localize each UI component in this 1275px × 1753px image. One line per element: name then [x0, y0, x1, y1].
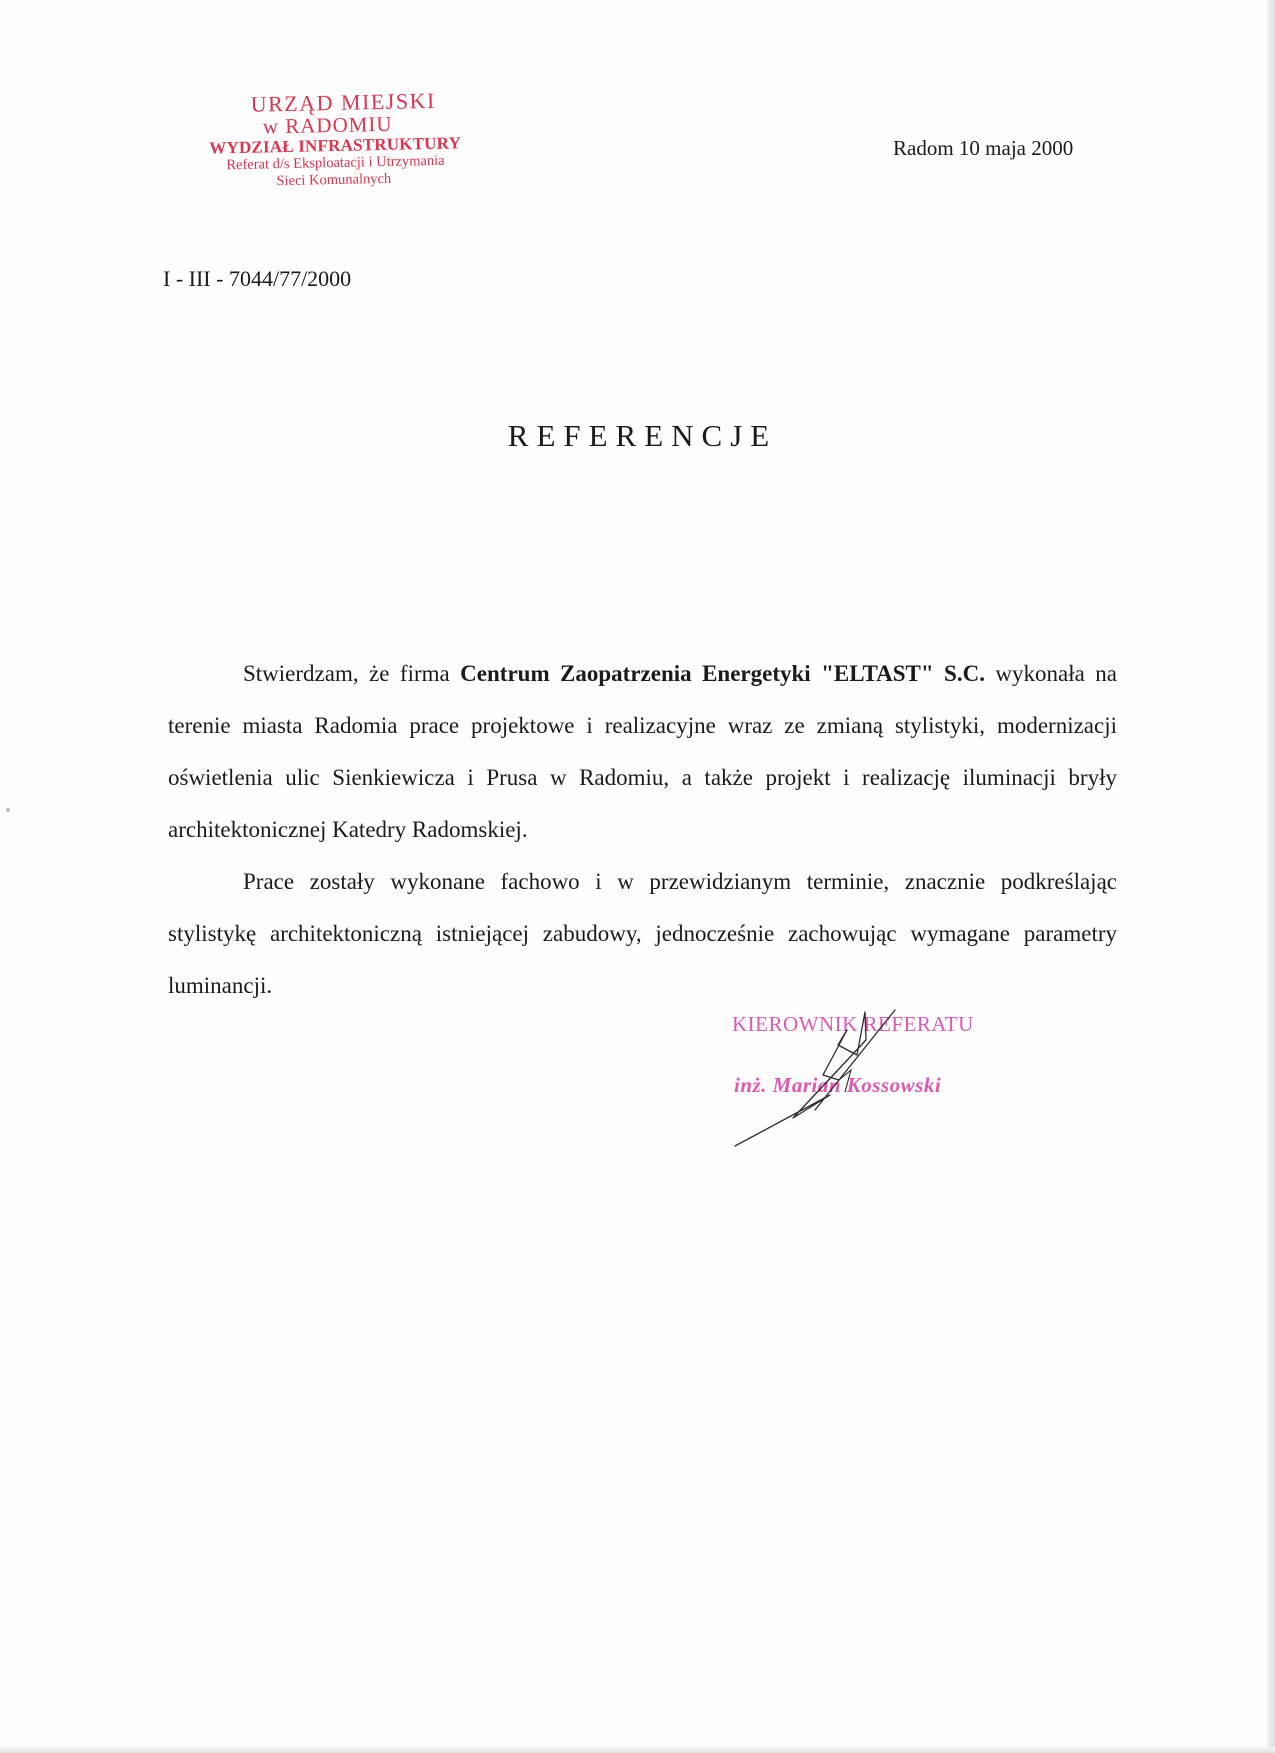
- stamp-line-office: URZĄD MIEJSKI: [250, 87, 437, 117]
- paragraph-1: [168, 648, 1117, 856]
- paragraph-1-rest: wykonała na terenie miasta Radomia prace projektowe i realizacyjne wraz ze zmianą stylistyki, modernizacji oświetlenia ulic Sienkiewicza i Prusa w Radomiu, a także projekt i realizację iluminacji bryły architektonicznej Katedry Radomskiej.: [168, 661, 1117, 842]
- signatory-name: inż. Marian Kossowski: [734, 1073, 942, 1097]
- paragraph-2: Prace zostały wykonane fachowo i w przewidzianym terminie, znacznie podkreślając stylistykę architektoniczną istniejącej zabudowy, jednocześnie zachowując wymagane parametry luminancji.: [168, 869, 1117, 998]
- scan-edge-bottom: [0, 1747, 1275, 1753]
- document-title: REFERENCJE: [507, 418, 778, 453]
- company-name: Centrum Zaopatrzenia Energetyki "ELTAST" S.C.: [460, 661, 985, 686]
- office-stamp: [189, 89, 481, 190]
- scan-edge-right: [1267, 0, 1275, 1753]
- scan-speck: [6, 808, 10, 812]
- letter-body: [168, 648, 1117, 1012]
- stamp-line-section: Referat d/s Eksploatacji i Utrzymania: [226, 152, 445, 174]
- stamp-line-city: w RADOMIU: [262, 111, 393, 139]
- handwritten-signature: [735, 1000, 915, 1150]
- signatory-role: KIEROWNIK REFERATU: [732, 1012, 974, 1036]
- stamp-line-department: WYDZIAŁ INFRASTRUKTURY: [209, 133, 462, 158]
- letter-date: Radom 10 maja 2000: [893, 136, 1074, 160]
- stamp-line-networks: Sieci Komunalnych: [276, 170, 392, 189]
- paragraph-1-intro: Stwierdzam, że firma: [243, 661, 461, 686]
- reference-number: I - III - 7044/77/2000: [163, 266, 352, 291]
